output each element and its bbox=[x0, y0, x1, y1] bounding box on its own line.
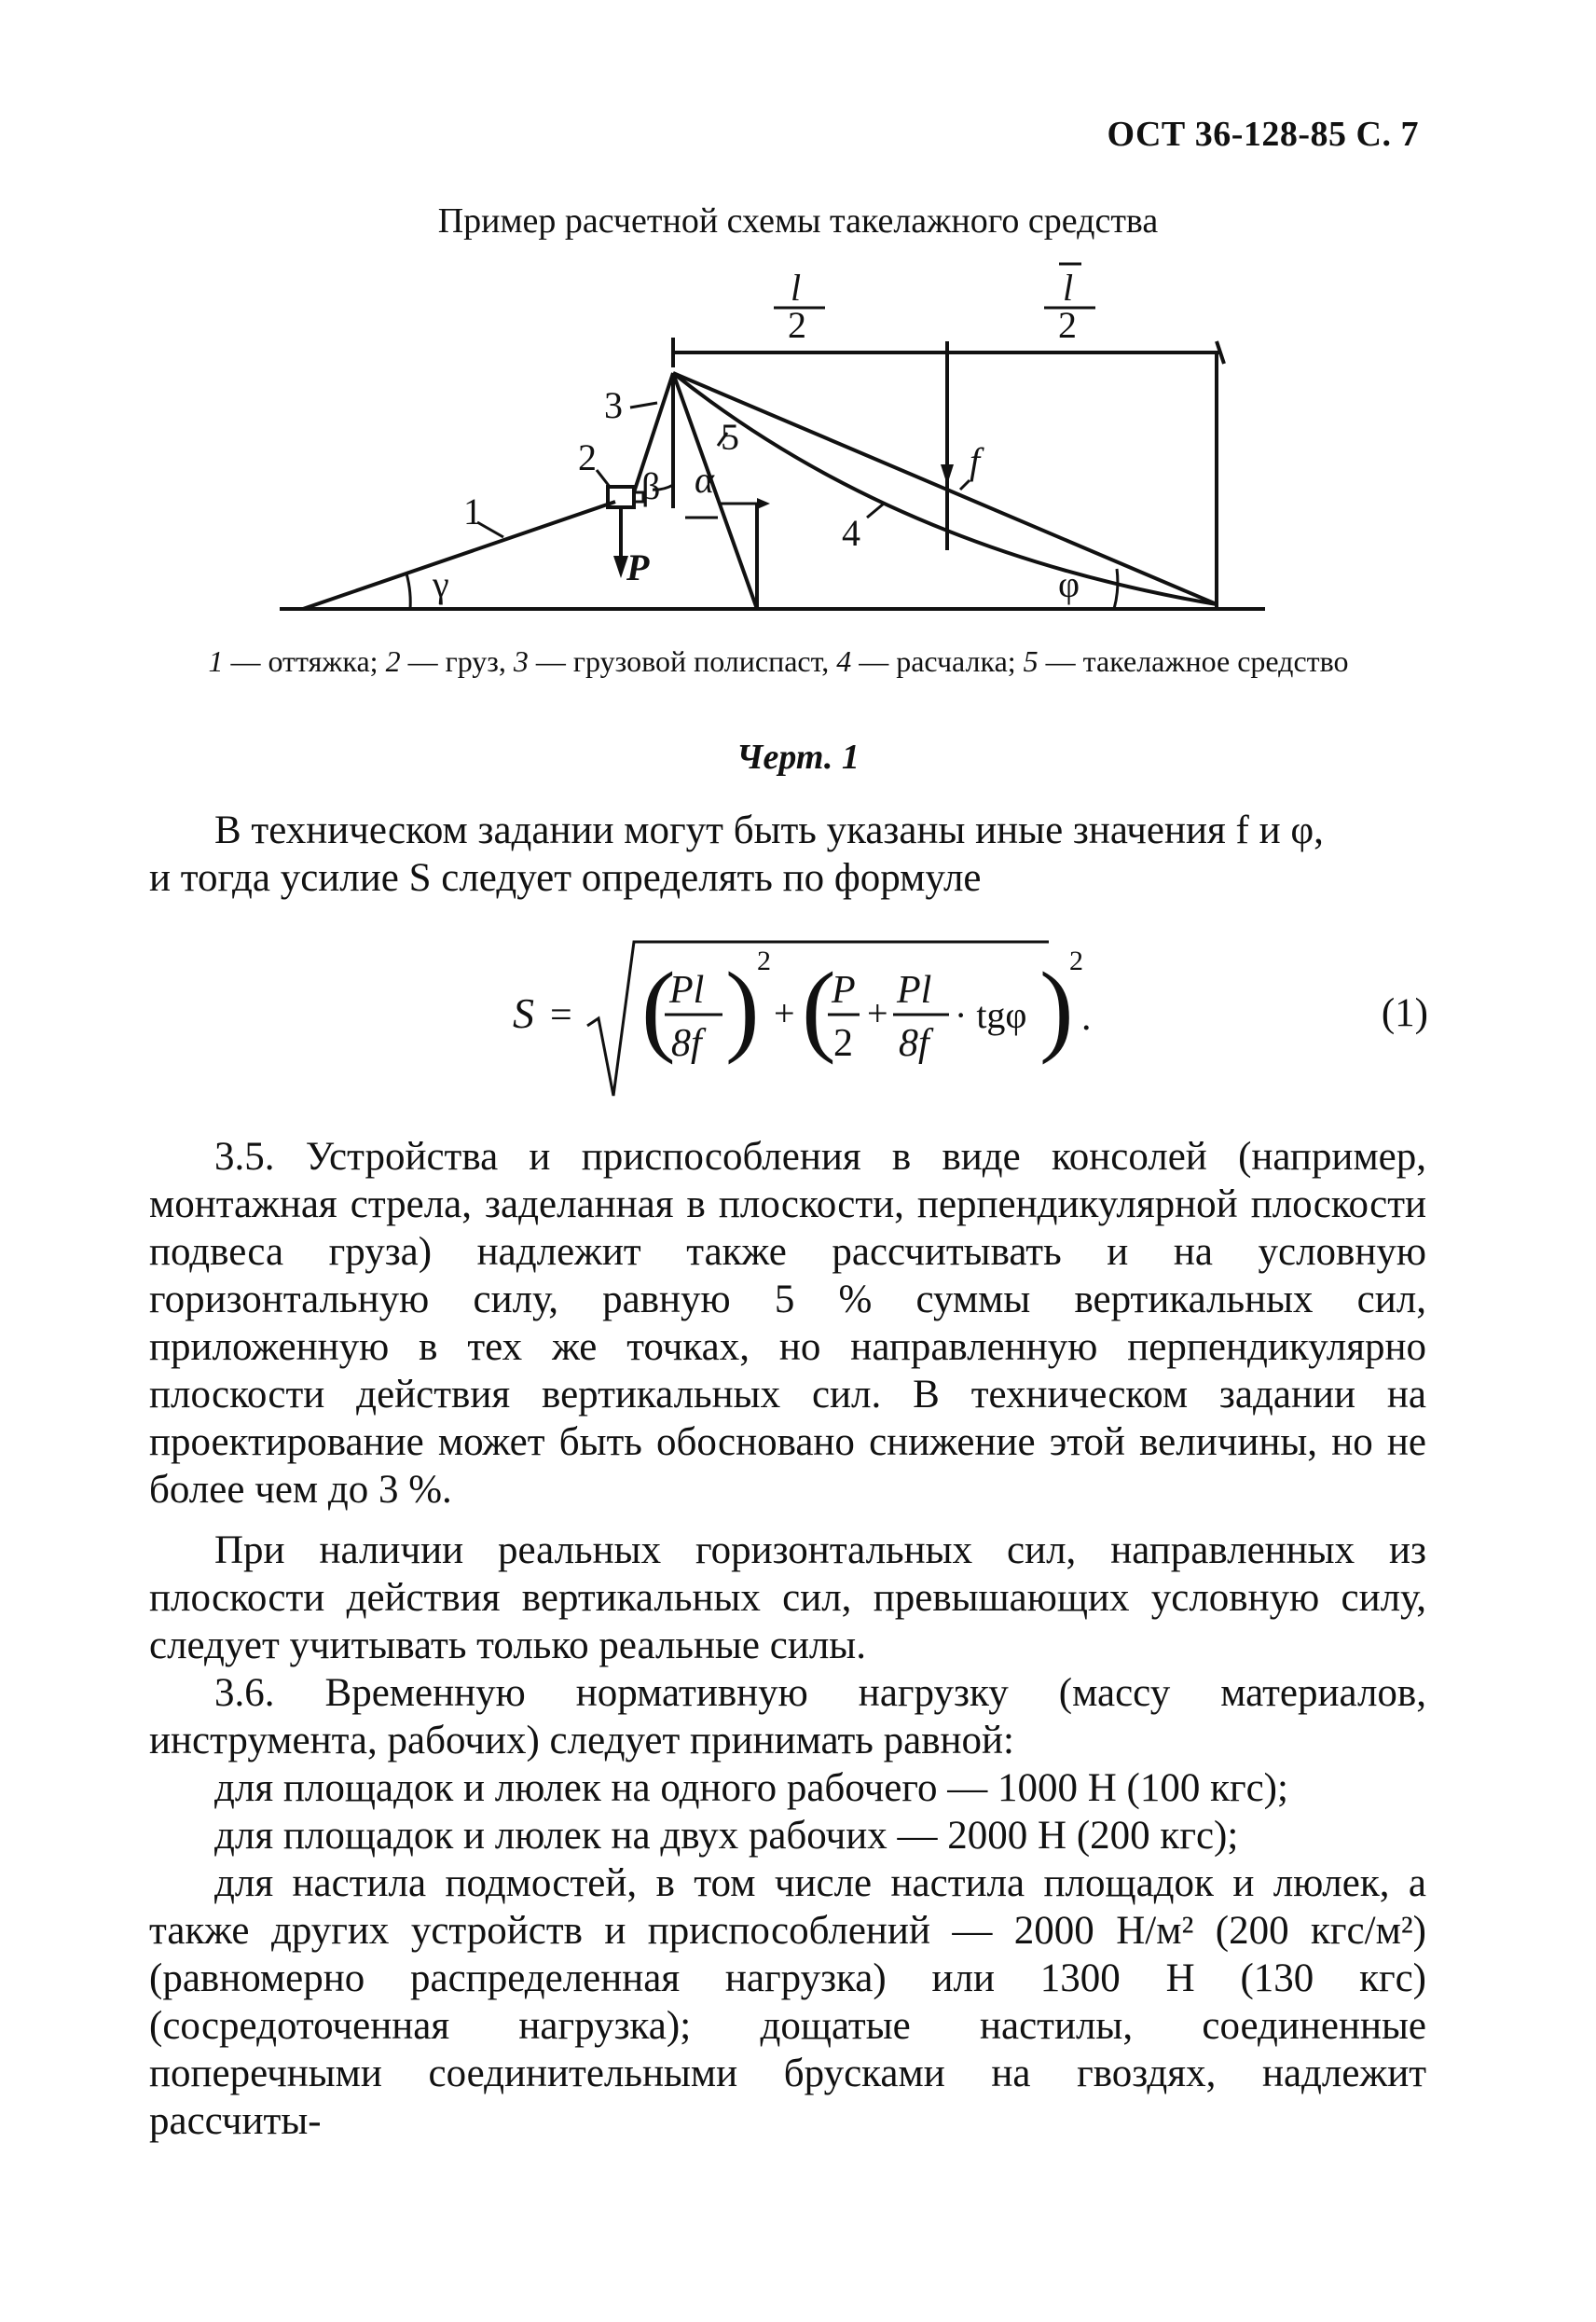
page-header: ОСТ 36-128-85 С. 7 bbox=[1107, 115, 1419, 154]
label-1: 1 bbox=[463, 491, 482, 532]
formula-tg: · tgφ bbox=[955, 994, 1027, 1036]
legend-dash: — bbox=[859, 644, 889, 678]
formula-exp-1: 2 bbox=[757, 946, 771, 976]
formula-2: 2 bbox=[833, 1022, 853, 1065]
label-f: f bbox=[970, 440, 981, 482]
label-phi: φ bbox=[1058, 563, 1080, 605]
label-P: P bbox=[626, 546, 650, 588]
legend-num-5: 5 bbox=[1023, 644, 1039, 678]
dim-right-numerator: l bbox=[1063, 267, 1074, 309]
legend-dash: — bbox=[535, 644, 566, 678]
rigging-diagram bbox=[0, 0, 1596, 653]
paragraph-real-forces: При наличии реальных горизонтальных сил, направленных из плоскости действия вертикальных сил, превышающих условную силу, следует учитывать только реальные силы. bbox=[149, 1528, 1426, 1667]
section-3-5 bbox=[149, 1133, 1426, 2145]
paragraph-3-5: 3.5. Устройства и приспособления в виде консолей (например, монтажная стрела, заделанная в плоскости, перпендикулярной плоскости подвеса груза) надлежит также рассчитывать и на условную горизонтальную силу, равную 5 % суммы вертикальных сил, приложенную в тех же точках, но направленную перпендикулярно плоскости действия вертикальных сил. В техническом задании на проектирование может быть обосновано снижение этой величины, но не более чем до 3 %. bbox=[149, 1135, 1426, 1512]
brace-straight bbox=[673, 373, 1217, 604]
label-beta: β bbox=[641, 465, 661, 507]
paragraph-3-6: 3.6. Временную нормативную нагрузку (массу материалов, инструмента, рабочих) следует принимать равной: bbox=[149, 1671, 1426, 1762]
legend-text-3: грузовой полиспаст, bbox=[572, 644, 830, 678]
mast-5 bbox=[673, 373, 757, 609]
legend-text-5: такелажное средство bbox=[1082, 644, 1349, 678]
figure-legend bbox=[131, 642, 1426, 681]
equation-number: (1) bbox=[1381, 991, 1428, 1035]
formula-P: P bbox=[832, 969, 856, 1012]
formula-paren-open-1: ( bbox=[641, 951, 676, 1065]
legend-text-2: груз, bbox=[445, 644, 506, 678]
leader-3 bbox=[630, 403, 657, 408]
intro-line-1: В техническом задании могут быть указаны иные значения f и φ, bbox=[214, 809, 1324, 852]
label-4: 4 bbox=[842, 512, 860, 554]
formula-8f-1: 8f bbox=[671, 1022, 702, 1065]
formula-plus-1: + bbox=[774, 992, 795, 1034]
dim-left-numerator: l bbox=[791, 267, 802, 309]
formula-exp-2: 2 bbox=[1069, 946, 1083, 976]
legend-dash: — bbox=[407, 644, 438, 678]
formula-equals: = bbox=[550, 994, 572, 1037]
formula-plus-2: + bbox=[867, 992, 888, 1034]
formula-Pl-1: Pl bbox=[669, 969, 705, 1012]
leader-4 bbox=[867, 504, 884, 518]
gamma-arc bbox=[406, 574, 410, 609]
figure-title: Пример расчетной схемы такелажного средства bbox=[437, 201, 1159, 241]
legend-num-4: 4 bbox=[836, 644, 852, 678]
figure-number: Черт. 1 bbox=[736, 738, 860, 777]
item-decking: для настила подмостей, в том числе настила площадок и люлек, а также других устройств и приспособлений — 2000 Н/м² (200 кгс/м²) (равномерно распределенная нагрузка) или 1300 Н (130 кгс) (сосредоточенная нагрузка); дощатые настилы, соединенные поперечными соединительными брусками на гвоздях, надлежит рассчиты- bbox=[149, 1861, 1426, 2143]
label-2: 2 bbox=[578, 436, 597, 478]
legend-num-2: 2 bbox=[385, 644, 401, 678]
phi-arc bbox=[1114, 569, 1118, 609]
formula-S-symbol: S bbox=[513, 989, 534, 1037]
formula-8f-2: 8f bbox=[899, 1022, 929, 1065]
intro-line-2: и тогда усилие S следует определять по формуле bbox=[149, 856, 982, 900]
item-one-worker: для площадок и люлек на одного рабочего — 1000 Н (100 кгс); bbox=[214, 1766, 1288, 1810]
legend-dash: — bbox=[1045, 644, 1076, 678]
legend-num-1: 1 bbox=[208, 644, 224, 678]
legend-dash: — bbox=[230, 644, 261, 678]
formula-paren-close-2: ) bbox=[1039, 951, 1074, 1065]
formula-Pl-2: Pl bbox=[897, 969, 932, 1012]
label-alpha: α bbox=[695, 459, 714, 501]
dim-right-denominator: 2 bbox=[1058, 304, 1077, 346]
formula-paren-close-1: ) bbox=[725, 951, 760, 1065]
formula-dot: . bbox=[1081, 996, 1092, 1039]
item-two-workers: для площадок и люлек на двух рабочих — 2000 Н (200 кгс); bbox=[214, 1814, 1239, 1858]
alpha-arrowhead bbox=[757, 498, 770, 509]
label-5: 5 bbox=[721, 416, 739, 458]
formula-paren-open-2: ( bbox=[802, 951, 836, 1065]
legend-text-1: оттяжка; bbox=[268, 644, 378, 678]
legend-num-3: 3 bbox=[513, 644, 529, 678]
label-3: 3 bbox=[604, 384, 623, 426]
leader-2 bbox=[597, 470, 610, 487]
dim-left-denominator: 2 bbox=[788, 304, 806, 346]
leader-f bbox=[960, 480, 970, 490]
sag-f-arrow bbox=[941, 464, 954, 485]
intro-paragraph bbox=[149, 807, 1426, 902]
label-gamma: γ bbox=[433, 563, 449, 605]
guy-rope-1 bbox=[303, 502, 615, 609]
legend-text-4: расчалка; bbox=[896, 644, 1016, 678]
formula-S bbox=[494, 933, 1147, 1110]
